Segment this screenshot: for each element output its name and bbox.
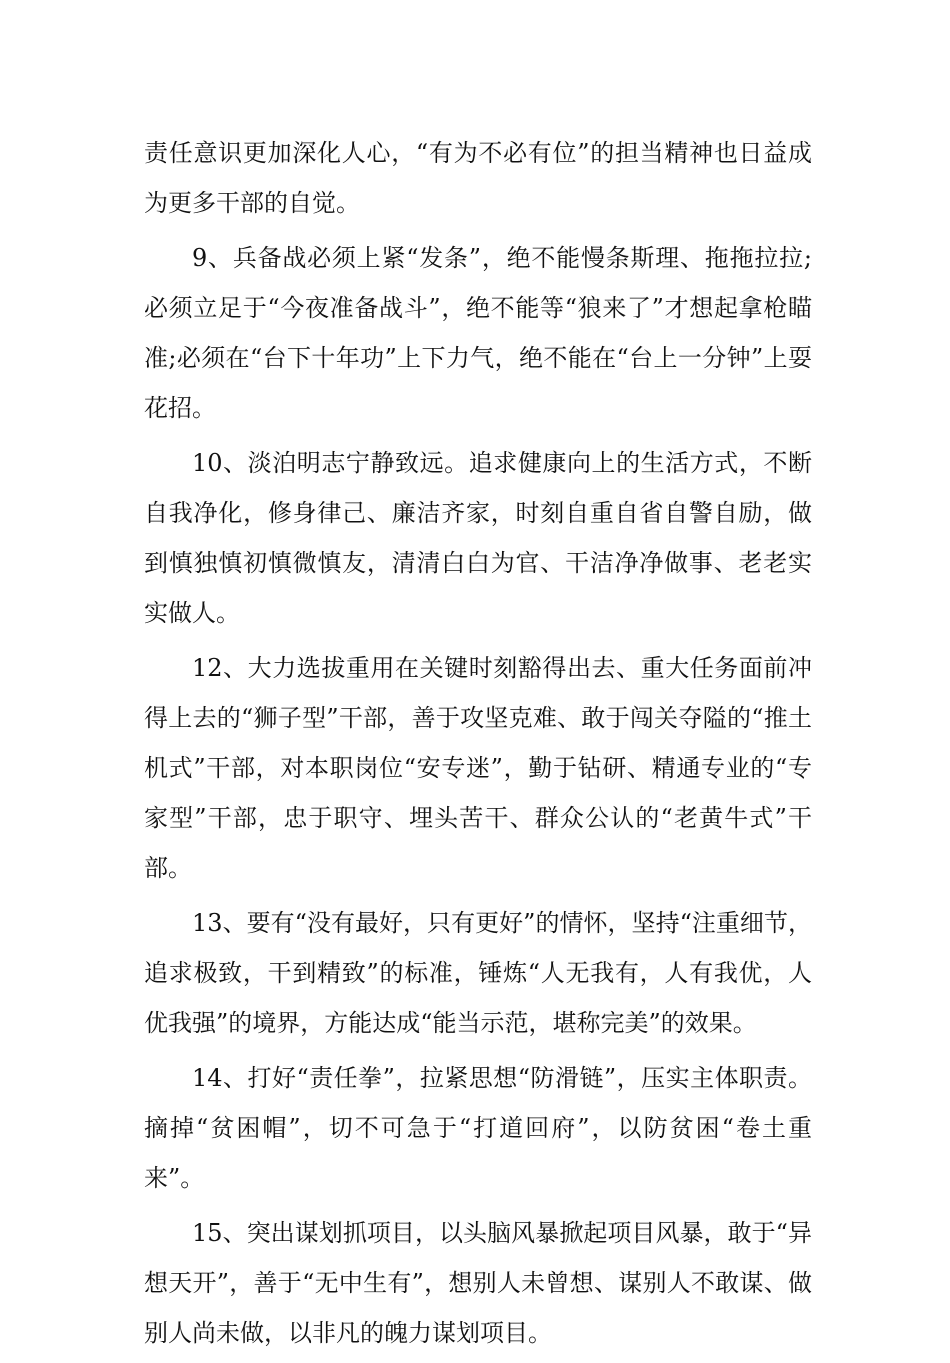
paragraph-item-15: 15、突出谋划抓项目，以头脑风暴掀起项目风暴，敢于“异想天开”，善于“无中生有”，想别人未曾想、谋别人不敢谋、做别人尚未做，以非凡的魄力谋划项目。 [144,1219,812,1347]
paragraph-continuation: 责任意识更加深化人心，“有为不必有位”的担当精神也日益成为更多干部的自觉。 [144,139,812,217]
document-body [144,128,812,1363]
paragraph-item-13: 13、要有“没有最好，只有更好”的情怀，坚持“注重细节，追求极致，干到精致”的标准，锤炼“人无我有，人有我优，人优我强”的境界，方能达成“能当示范，堪称完美”的效果。 [144,909,812,1037]
paragraph-item-10: 10、淡泊明志宁静致远。追求健康向上的生活方式，不断自我净化，修身律己、廉洁齐家，时刻自重自省自警自励，做到慎独慎初慎微慎友，清清白白为官、干洁净净做事、老老实实做人。 [144,449,812,627]
paragraph-item-9: 9、兵备战必须上紧“发条”，绝不能慢条斯理、拖拖拉拉;必须立足于“今夜准备战斗”，绝不能等“狼来了”才想起拿枪瞄准;必须在“台下十年功”上下力气，绝不能在“台上一分钟”上耍花招。 [144,244,812,422]
paragraph-item-12: 12、大力选拔重用在关键时刻豁得出去、重大任务面前冲得上去的“狮子型”干部，善于攻坚克难、敢于闯关夺隘的“推土机式”干部，对本职岗位“安专迷”，勤于钻研、精通专业的“专家型”干部，忠于职守、埋头苦干、群众公认的“老黄牛式”干部。 [144,654,812,882]
paragraph-item-14: 14、打好“责任拳”，拉紧思想“防滑链”，压实主体职责。摘掉“贫困帽”，切不可急于“打道回府”，以防贫困“卷土重来”。 [144,1064,812,1192]
